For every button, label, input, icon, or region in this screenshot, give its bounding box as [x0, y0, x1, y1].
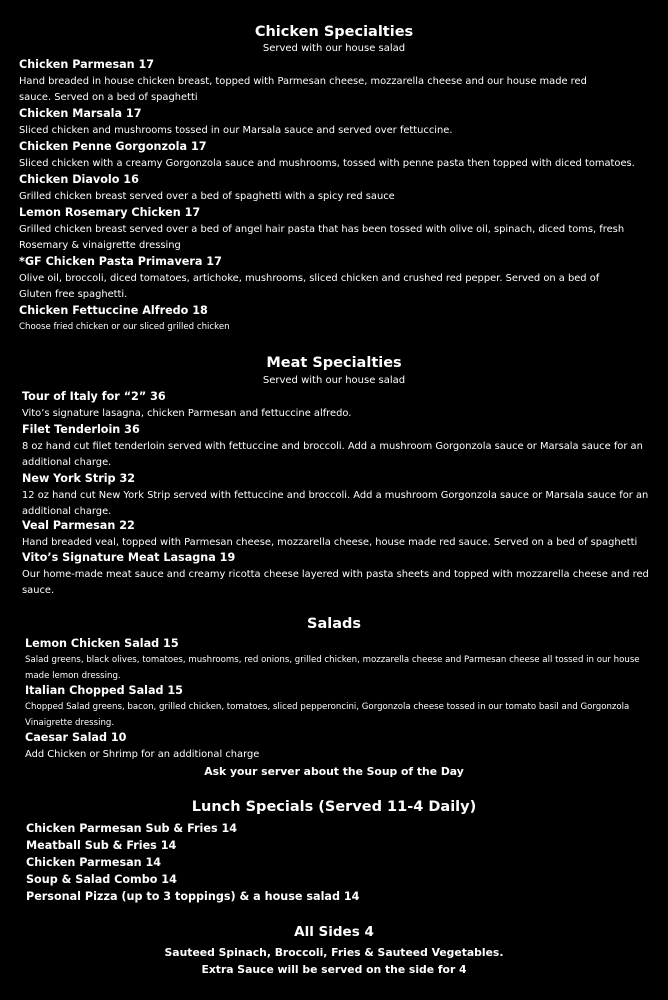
sides-line-1: Sauteed Spinach, Broccoli, Fries & Sauteed Vegetables. — [164, 946, 504, 959]
menu-item-desc: Sliced chicken and mushrooms tossed in our Marsala sauce and served over fettuccine. — [19, 125, 453, 136]
menu-item-desc: Chopped Salad greens, bacon, grilled chicken, tomatoes, sliced pepperoncini, Gorgonzola cheese tossed in our tomato basil and Gorgonzola Vinaigrette dressing. — [25, 702, 630, 728]
lunch-item: Soup & Salad Combo 14 — [26, 873, 177, 886]
menu-item-desc: 8 oz hand cut filet tenderloin served with fettuccine and broccoli. Add a mushroom Gorgonzola sauce or Marsala sauce for an additional charge. — [22, 441, 643, 468]
sides-line-2: Extra Sauce will be served on the side for 4 — [201, 963, 467, 976]
menu-item-name: Chicken Marsala 17 — [19, 107, 142, 120]
menu-item-name: Veal Parmesan 22 — [22, 519, 135, 532]
menu-item-name: *GF Chicken Pasta Primavera 17 — [19, 255, 222, 268]
menu-item-desc: 12 oz hand cut New York Strip served with fettuccine and broccoli. Add a mushroom Gorgonzola sauce or Marsala sauce for an additional charge. — [22, 490, 649, 517]
menu-item-name: Tour of Italy for “2” 36 — [22, 390, 166, 403]
menu-item-desc: Vito’s signature lasagna, chicken Parmesan and fettuccine alfredo. — [22, 408, 352, 419]
menu-item-desc: Salad greens, black olives, tomatoes, mushrooms, red onions, grilled chicken, mozzarella cheese and Parmesan cheese all tossed in our house made lemon dressing. — [25, 655, 640, 681]
chicken-section-title: Chicken Specialties — [254, 24, 414, 40]
lunch-item: Meatball Sub & Fries 14 — [26, 839, 177, 852]
sides-section-title: All Sides 4 — [294, 924, 374, 940]
menu-item-name: Filet Tenderloin 36 — [22, 423, 140, 436]
meat-section-title: Meat Specialties — [266, 355, 402, 371]
soup-of-the-day-note: Ask your server about the Soup of the Day — [204, 765, 464, 778]
menu-item-name: Chicken Parmesan 17 — [19, 58, 155, 71]
menu-item-desc: Grilled chicken breast served over a bed of angel hair pasta that has been tossed with olive oil, spinach, diced toms, fresh Rosemary & vinaigrette dressing — [19, 224, 625, 251]
menu-item-name: Italian Chopped Salad 15 — [25, 684, 183, 697]
menu-item-desc: Our home-made meat sauce and creamy ricotta cheese layered with pasta sheets and topped with mozzarella cheese and red sauce. — [22, 569, 649, 596]
menu-item-name: Lemon Chicken Salad 15 — [25, 637, 179, 650]
menu-item-desc: Hand breaded veal, topped with Parmesan cheese, mozzarella cheese, house made red sauce. Served on a bed of spaghetti — [22, 537, 638, 548]
menu-item-name: Lemon Rosemary Chicken 17 — [19, 206, 201, 219]
menu-item-desc: Hand breaded in house chicken breast, topped with Parmesan cheese, mozzarella cheese and our house made red sauce. Served on a bed of spaghetti — [19, 76, 587, 103]
lunch-section-title: Lunch Specials (Served 11-4 Daily) — [191, 799, 477, 815]
menu-item-desc: Add Chicken or Shrimp for an additional charge — [25, 749, 260, 760]
lunch-item: Chicken Parmesan 14 — [26, 856, 162, 869]
menu-item-name: Chicken Fettuccine Alfredo 18 — [19, 304, 208, 317]
menu-item-name: Chicken Diavolo 16 — [19, 173, 139, 186]
menu-item-name: Vito’s Signature Meat Lasagna 19 — [22, 551, 236, 564]
menu-item-desc: Olive oil, broccoli, diced tomatoes, artichoke, mushrooms, sliced chicken and crushed red pepper. Served on a bed of Gluten free spaghetti. — [19, 273, 600, 300]
lunch-item: Chicken Parmesan Sub & Fries 14 — [26, 822, 238, 835]
menu-item-desc: Sliced chicken with a creamy Gorgonzola sauce and mushrooms, tossed with penne pasta then topped with diced tomatoes. — [19, 158, 635, 169]
chicken-section-subtitle: Served with our house salad — [262, 43, 406, 54]
salads-section-title: Salads — [307, 616, 361, 632]
menu-item-name: Chicken Penne Gorgonzola 17 — [19, 140, 207, 153]
menu-item-name: New York Strip 32 — [22, 472, 136, 485]
menu-item-desc: Choose fried chicken or our sliced grilled chicken — [19, 322, 230, 332]
meat-section-subtitle: Served with our house salad — [262, 375, 406, 386]
menu-item-desc: Grilled chicken breast served over a bed of spaghetti with a spicy red sauce — [19, 191, 395, 202]
lunch-item: Personal Pizza (up to 3 toppings) & a house salad 14 — [26, 890, 360, 903]
menu-item-name: Caesar Salad 10 — [25, 731, 127, 744]
